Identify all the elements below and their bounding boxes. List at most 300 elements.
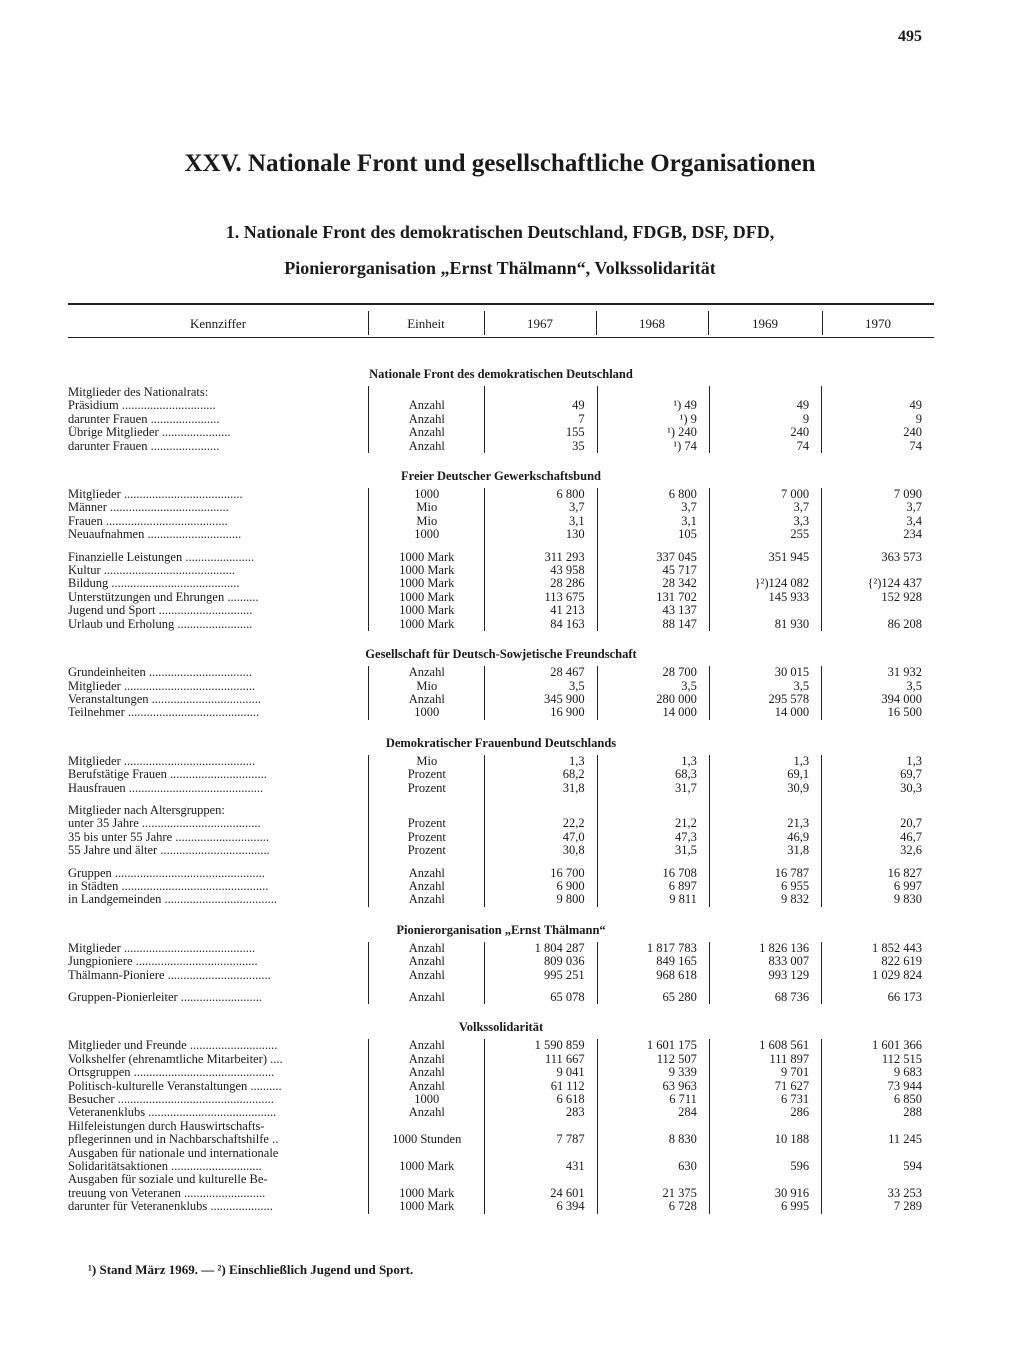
row-label: Mitglieder .......................................... [68,941,256,955]
table-row [68,1080,934,1093]
value-1969: 21,3 [709,817,821,830]
value-1969: 10 188 [709,1133,821,1146]
value-1970: 822 619 [881,954,922,969]
value-1968: 68,3 [597,768,709,781]
value-1969: 16 787 [709,867,821,880]
value-1969: }²)124 082 [709,577,821,590]
value-1968: 88 147 [597,618,709,631]
value-1968: 3,7 [597,501,709,514]
value-1970: {²)124 437 [867,576,922,591]
row-unit: Anzahl [369,666,485,679]
value-1967: 49 [485,399,597,412]
table-row [68,564,934,577]
value-1970: 1 029 824 [872,967,922,982]
row-unit: Prozent [369,817,485,830]
value-1967: 31,8 [485,782,597,795]
table-row [68,1039,934,1052]
row-unit: Anzahl [369,426,485,439]
value-1969: 833 007 [709,955,821,968]
row-unit: Anzahl [369,1066,485,1079]
value-1967: 6 394 [485,1200,597,1213]
group-header-row [68,1004,934,1039]
value-1968: ¹) 240 [597,426,709,439]
table-row [68,399,934,412]
group-title: Volkssolidarität [458,1020,544,1035]
value-1969: 111 897 [709,1053,821,1066]
value-1970: 33 253 [887,1185,922,1200]
row-label: 35 bis unter 55 Jahre .............................. [68,830,270,844]
row-unit: 1000 Mark [369,577,485,590]
section-title-line-2: Pionierorganisation „Ernst Thälmann“, Volkssolidarität [284,258,716,278]
value-1970: 288 [903,1105,922,1120]
value-1968: 3,1 [597,515,709,528]
value-1970: 112 515 [881,1051,922,1066]
table-row [68,706,934,719]
row-label: pflegerinnen und in Nachbarschaftshilfe .. [68,1133,279,1147]
value-1969: 71 627 [709,1080,821,1093]
row-unit: Anzahl [369,413,485,426]
value-1967: 9 800 [485,893,597,906]
table-row [68,804,934,817]
value-1967: 3,1 [485,515,597,528]
table-row [68,528,934,541]
value-1970: 6 997 [893,878,922,893]
row-unit: 1000 Mark [369,1160,485,1173]
row-unit: 1000 Mark [369,564,485,577]
value-1967: 68,2 [485,768,597,781]
value-1968: 131 702 [597,591,709,604]
value-1970: 66 173 [887,990,922,1004]
value-1970: 32,6 [900,843,922,858]
value-1969: 81 930 [709,618,821,631]
group-title: Demokratischer Frauenbund Deutschlands [385,735,617,750]
table-row [68,413,934,426]
row-label: Neuaufnahmen .............................. [68,528,242,542]
value-1969: 14 000 [709,706,821,719]
value-1970: 394 000 [881,691,922,706]
header-1970: 1970 [865,316,891,331]
value-1968: 47,3 [597,831,709,844]
value-1967: 35 [485,440,597,453]
table-row [68,1133,934,1146]
value-1970: 234 [903,527,922,542]
row-label: Veteranenklubs ......................................... [68,1106,277,1120]
table-row [68,666,934,679]
row-unit: 1000 [369,706,485,719]
table-row [68,831,934,844]
row-label: Veranstaltungen ................................... [68,692,262,706]
table-row [68,618,934,631]
value-1968: 9 339 [597,1066,709,1079]
value-1969: 30,9 [709,782,821,795]
value-1967: 311 293 [485,551,597,564]
page-number: 495 [898,28,922,45]
value-1970: 1 601 366 [872,1038,922,1053]
value-1969: 255 [709,528,821,541]
value-1967: 1 590 859 [485,1039,597,1052]
value-1967: 995 251 [485,969,597,982]
value-1969: 6 955 [709,880,821,893]
group-title: Nationale Front des demokratischen Deutschland [369,367,633,381]
value-1968: 337 045 [597,551,709,564]
table-row [68,893,934,906]
value-1970: 152 928 [881,589,922,604]
table-row [68,880,934,893]
row-unit: 1000 Mark [369,551,485,564]
value-1968: 6 800 [597,488,709,501]
value-1968: 8 830 [597,1133,709,1146]
row-unit: 1000 Mark [369,604,485,617]
table-row [68,591,934,604]
row-label: Berufstätige Frauen ............................... [68,768,267,782]
value-1968: 280 000 [597,693,709,706]
value-1969: 240 [709,426,821,439]
value-1967: 28 467 [485,666,597,679]
row-unit: Anzahl [369,942,485,955]
value-1970: 31 932 [887,665,922,680]
value-1969 [709,564,821,577]
value-1968: ¹) 49 [597,399,709,412]
table-row [68,488,934,501]
value-1969: 7 000 [709,488,821,501]
row-label: Grundeinheiten ................................. [68,666,253,680]
header-1968: 1968 [639,316,665,331]
value-1968: 16 708 [597,867,709,880]
row-unit: 1000 [369,1093,485,1106]
table-row [68,693,934,706]
row-label: Gruppen-Pionierleiter .......................... [68,991,263,1004]
row-unit: Anzahl [369,693,485,706]
value-1967: 30,8 [485,844,597,857]
value-1968: 105 [597,528,709,541]
row-unit: Anzahl [369,1039,485,1052]
value-1968: 31,5 [597,844,709,857]
value-1969: 30 916 [709,1187,821,1200]
row-label: Ortsgruppen ............................................. [68,1066,275,1080]
row-unit: Anzahl [369,880,485,893]
data-table [68,351,934,1214]
row-label: Ausgaben für soziale und kulturelle Be- [68,1173,268,1187]
value-1969: 46,9 [709,831,821,844]
row-label: darunter für Veteranenklubs .................... [68,1200,273,1214]
row-unit: Prozent [369,831,485,844]
row-label: Männer ...................................... [68,501,229,515]
row-label: Ausgaben für nationale und internationale [68,1146,279,1160]
table-row [68,1187,934,1200]
table-row [68,680,934,693]
value-1969: 295 578 [709,693,821,706]
value-1969: 30 015 [709,666,821,679]
value-1970: 74 [909,438,922,453]
row-unit: 1000 Mark [369,591,485,604]
group-header-row [68,907,934,942]
row-unit: 1000 [369,488,485,501]
value-1969: 993 129 [709,969,821,982]
value-1968: 14 000 [597,706,709,719]
value-1970: 16 500 [887,705,922,720]
row-unit: Anzahl [369,867,485,880]
value-1967: 431 [485,1160,597,1173]
value-1970: 16 827 [887,865,922,880]
value-1967: 65 078 [485,991,597,1004]
value-1968: ¹) 9 [597,413,709,426]
row-label: treuung von Veteranen .......................... [68,1186,266,1200]
value-1967: 3,7 [485,501,597,514]
value-1970: 7 289 [893,1199,922,1214]
value-1968: 6 711 [597,1093,709,1106]
row-label: in Städten ............................................... [68,879,269,893]
row-unit: Anzahl [369,893,485,906]
value-1970: 240 [903,425,922,440]
value-1970: 9 [915,411,922,426]
value-1967: 61 112 [485,1080,597,1093]
value-1968: 284 [597,1106,709,1119]
group-header-row [68,351,934,386]
value-1967: 1,3 [485,755,597,768]
section-title-line-1: 1. Nationale Front des demokratischen Deutschland, FDGB, DSF, DFD, [225,222,775,242]
value-1969: 6 731 [709,1093,821,1106]
header-1967: 1967 [527,316,553,331]
value-1969: 3,3 [709,515,821,528]
value-1969: 49 [709,399,821,412]
group-title: Gesellschaft für Deutsch-Sowjetische Freundschaft [365,647,637,662]
value-1969: 351 945 [709,551,821,564]
row-label: Kultur .......................................... [68,564,236,578]
row-label: 55 Jahre und älter ................................... [68,844,270,858]
row-unit: Anzahl [369,969,485,982]
value-1969: 9 [709,413,821,426]
value-1968: 65 280 [597,991,709,1004]
table-row [68,1120,934,1133]
row-unit: Anzahl [369,1080,485,1093]
value-1967: 43 958 [485,564,597,577]
row-label: Jugend und Sport .............................. [68,604,253,618]
row-unit: Mio [369,501,485,514]
value-1968: 112 507 [597,1053,709,1066]
row-label: Übrige Mitglieder ...................... [68,426,231,440]
row-label: Mitglieder nach Altersgruppen: [68,803,225,817]
value-1969: 9 832 [709,893,821,906]
value-1970: 69,7 [900,767,922,782]
table-row [68,604,934,617]
row-label: Mitglieder ...................................... [68,488,243,502]
value-1970: 1 852 443 [872,940,922,955]
row-unit: 1000 [369,528,485,541]
value-1970: 46,7 [900,829,922,844]
value-1969: 6 995 [709,1200,821,1213]
group-title: Freier Deutscher Gewerkschaftsbund [401,469,601,484]
value-1968: 1 601 175 [597,1039,709,1052]
row-label: Mitglieder .......................................... [68,754,256,768]
value-1967: 9 041 [485,1066,597,1079]
value-1968: 6 728 [597,1200,709,1213]
value-1970: 20,7 [900,816,922,831]
value-1970: 7 090 [893,487,922,502]
row-label: darunter Frauen ...................... [68,412,220,426]
value-1968: 43 137 [597,604,709,617]
value-1969 [709,604,821,617]
value-1970: 9 683 [893,1065,922,1080]
table-row [68,844,934,857]
value-1970: 3,7 [906,500,922,515]
row-label: Mitglieder .......................................... [68,679,256,693]
value-1969: 9 701 [709,1066,821,1079]
value-1968: 28 700 [597,666,709,679]
group-title: Pionierorganisation „Ernst Thälmann“ [396,922,606,937]
row-label: Hilfeleistungen durch Hauswirtschafts- [68,1119,265,1133]
value-1968: 6 897 [597,880,709,893]
value-1968: 849 165 [597,955,709,968]
value-1967: 130 [485,528,597,541]
value-1969: 1 608 561 [709,1039,821,1052]
value-1969: 3,7 [709,501,821,514]
table-row [68,501,934,514]
row-label: Mitglieder des Nationalrats: [68,386,209,399]
value-1967: 24 601 [485,1187,597,1200]
value-1969: 68 736 [709,991,821,1004]
row-unit: 1000 Stunden [369,1133,485,1146]
value-1967: 3,5 [485,680,597,693]
value-1970 [822,604,934,617]
row-unit: Prozent [369,768,485,781]
value-1968: ¹) 74 [597,440,709,453]
header-einheit: Einheit [407,316,445,331]
row-label: Mitglieder und Freunde ............................ [68,1039,278,1053]
value-1967: 113 675 [485,591,597,604]
value-1968: 21,2 [597,817,709,830]
table-row [68,867,934,880]
chapter-title: XXV. Nationale Front und gesellschaftliche Organisationen [184,150,816,177]
value-1968: 31,7 [597,782,709,795]
row-label: Urlaub und Erholung ........................ [68,617,253,631]
table-row [68,942,934,955]
value-1968: 3,5 [597,680,709,693]
value-1967: 84 163 [485,618,597,631]
value-1970: 86 208 [887,616,922,631]
row-unit: Anzahl [369,1106,485,1119]
value-1969: 286 [709,1106,821,1119]
value-1968: 968 618 [597,969,709,982]
row-unit: Anzahl [369,440,485,453]
value-1969: 31,8 [709,844,821,857]
row-label: darunter Frauen ...................... [68,439,220,453]
table-row [68,440,934,453]
row-label: Thälmann-Pioniere ................................. [68,968,271,982]
value-1970: 1,3 [906,753,922,768]
value-1968: 1 817 783 [597,942,709,955]
row-label: Bildung ......................................... [68,577,240,591]
row-label: in Landgemeinden .................................... [68,893,277,907]
row-label: Frauen ....................................... [68,514,228,528]
value-1967: 809 036 [485,955,597,968]
table-row [68,991,934,1004]
value-1967: 7 787 [485,1133,597,1146]
value-1967: 283 [485,1106,597,1119]
row-label: Solidaritätsaktionen ............................. [68,1160,262,1174]
row-label: Jungpioniere ....................................... [68,955,258,969]
value-1970 [822,564,934,577]
row-label: Unterstützungen und Ehrungen .......... [68,590,259,604]
header-1969: 1969 [752,316,778,331]
value-1968: 45 717 [597,564,709,577]
header-kennziffer: Kennziffer [189,316,247,331]
table-row [68,577,934,590]
row-unit: Prozent [369,782,485,795]
table-row [68,515,934,528]
table-row [68,1106,934,1119]
row-label: unter 35 Jahre ...................................... [68,817,261,831]
table-row [68,1066,934,1079]
row-unit: Anzahl [369,991,485,1004]
row-label: Gruppen ................................................ [68,866,265,880]
table-row [68,1173,934,1186]
table-row [68,1147,934,1160]
value-1967: 6 800 [485,488,597,501]
value-1967: 345 900 [485,693,597,706]
table-row [68,1160,934,1173]
value-1970: 6 850 [893,1092,922,1107]
footnote: ¹) Stand März 1969. — ²) Einschließlich Jugend und Sport. [88,1262,414,1277]
row-unit: Mio [369,680,485,693]
row-unit: Mio [369,515,485,528]
row-label: Finanzielle Leistungen ...................... [68,550,255,564]
group-header-row [68,631,934,666]
value-1970: 49 [909,398,922,413]
row-unit: Mio [369,755,485,768]
row-unit: Anzahl [369,399,485,412]
value-1968: 630 [597,1160,709,1173]
value-1967: 1 804 287 [485,942,597,955]
value-1968: 1,3 [597,755,709,768]
value-1970: 3,5 [906,678,922,693]
value-1969: 596 [709,1160,821,1173]
value-1968: 63 963 [597,1080,709,1093]
row-unit: 1000 Mark [369,1187,485,1200]
table-row [68,551,934,564]
table-row [68,1200,934,1213]
row-label: Präsidium .............................. [68,399,216,413]
value-1968: 21 375 [597,1187,709,1200]
table-row [68,817,934,830]
value-1970: 73 944 [887,1078,922,1093]
table-row [68,955,934,968]
row-label: Teilnehmer .......................................... [68,706,260,720]
header-bottom-rule [68,337,934,338]
value-1967: 47,0 [485,831,597,844]
value-1970: 3,4 [906,513,922,528]
table-row [68,782,934,795]
row-unit: Prozent [369,844,485,857]
row-label: Hausfrauen ........................................... [68,781,264,795]
row-label: Politisch-kulturelle Veranstaltungen .......... [68,1079,282,1093]
row-label: Volkshelfer (ehrenamtliche Mitarbeiter) .... [68,1052,283,1066]
group-header-row [68,453,934,488]
value-1967: 111 667 [485,1053,597,1066]
table-row [68,768,934,781]
value-1967: 28 286 [485,577,597,590]
value-1969: 69,1 [709,768,821,781]
value-1967: 155 [485,426,597,439]
value-1967: 6 900 [485,880,597,893]
value-1970: 30,3 [900,780,922,795]
value-1969: 1,3 [709,755,821,768]
group-header-row [68,720,934,755]
table-row [68,1093,934,1106]
value-1967: 6 618 [485,1093,597,1106]
row-unit: Anzahl [369,1053,485,1066]
value-1968: 9 811 [597,893,709,906]
value-1967: 41 213 [485,604,597,617]
